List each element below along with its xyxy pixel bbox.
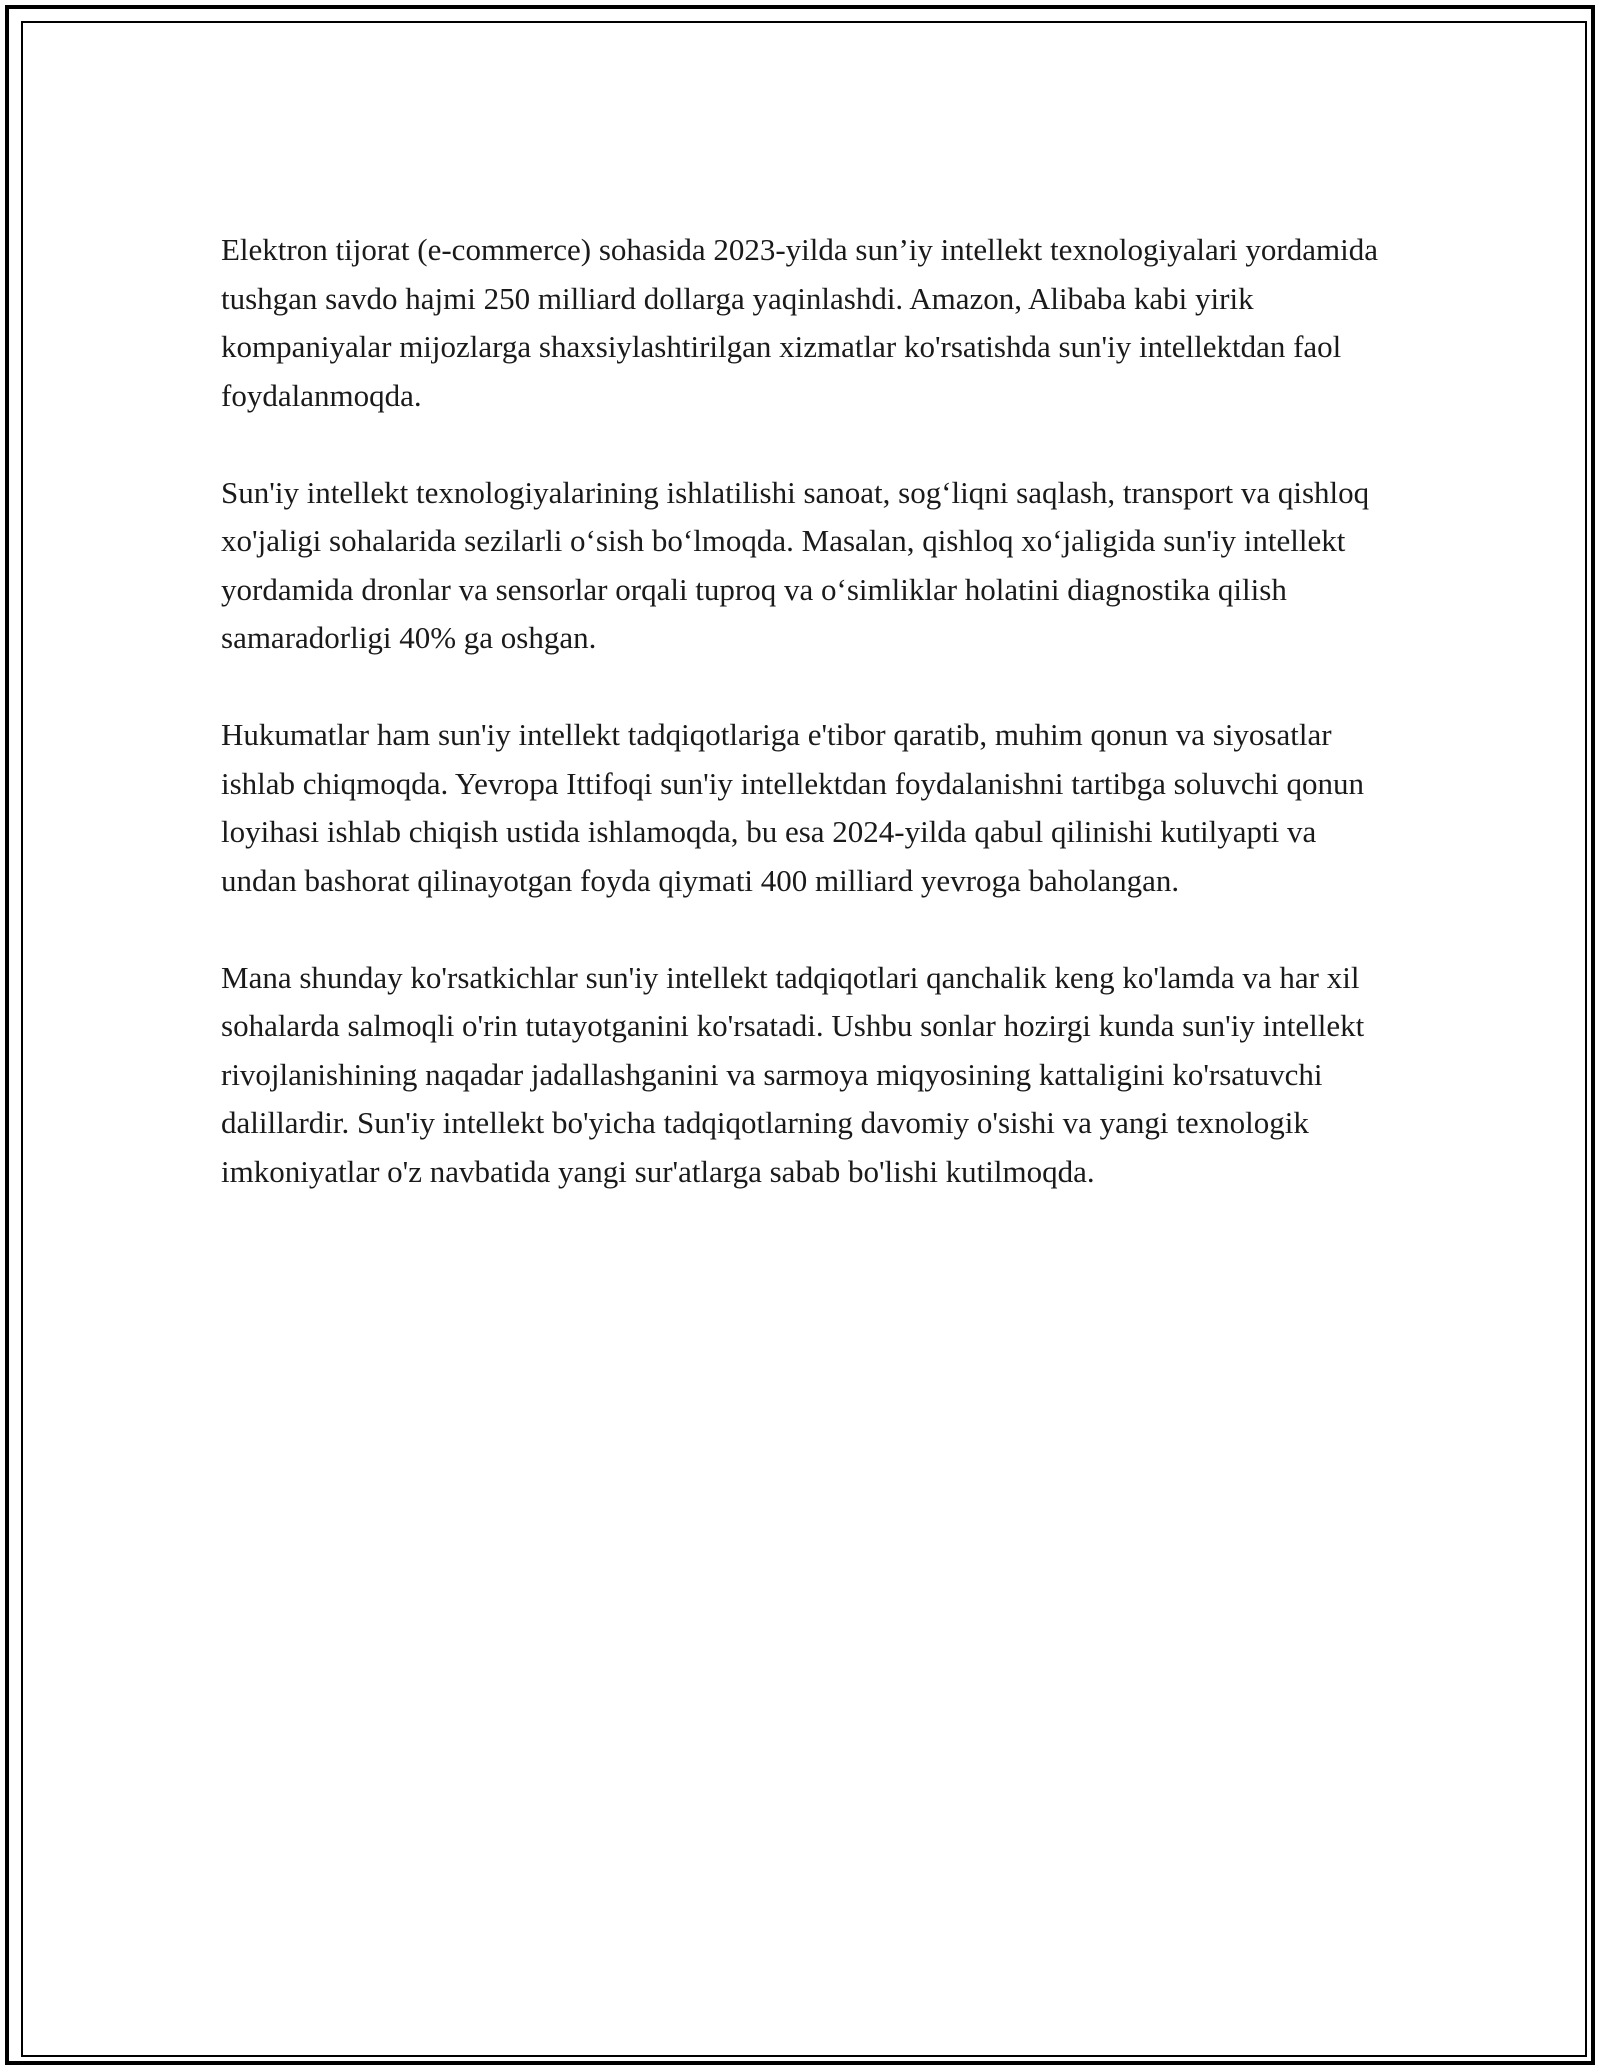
paragraph-government-policy: Hukumatlar ham sun'iy intellekt tadqiqotlariga e'tibor qaratib, muhim qonun va siyosatlar ishlab chiqmoqda. Yevropa Ittifoqi sun'iy intellektdan foydalanishni tartibga soluvchi qonun loyihasi ishlab chiqish ustida ishlamoqda, bu esa 2024-yilda qabul qilinishi kutilyapti va undan bashorat qilinayotgan foyda qiymati 400 milliard yevroga baholangan. [221,717,1364,898]
paragraph-industry-usage: Sun'iy intellekt texnologiyalarining ishlatilishi sanoat, sog‘liqni saqlash, transport va qishloq xo'jaligi sohalarida sezilarli o‘sish bo‘lmoqda. Masalan, qishloq xo‘jaligida sun'iy intellekt yordamida dronlar va sensorlar orqali tuproq va o‘simliklar holatini diagnostika qilish samaradorligi 40% ga oshgan. [221,474,1370,655]
paragraph-ecommerce: Elektron tijorat (e-commerce) sohasida 2023-yilda sun’iy intellekt texnologiyalari yordamida tushgan savdo hajmi 250 milliard dollarga yaqinlashdi. Amazon, Alibaba kabi yirik kompaniyalar mijozlarga shaxsiylashtirilgan xizmatlar ko'rsatishda sun'iy intellektdan faol foydalanmoqda. [221,232,1378,413]
document-body [221,226,1381,1245]
paragraph-conclusion: Mana shunday ko'rsatkichlar sun'iy intellekt tadqiqotlari qanchalik keng ko'lamda va har xil sohalarda salmoqli o'rin tutayotganini ko'rsatadi. Ushbu sonlar hozirgi kunda sun'iy intellekt rivojlanishining naqadar jadallashganini va sarmoya miqyosining kattaligini ko'rsatuvchi dalillardir. Sun'iy intellekt bo'yicha tadqiqotlarning davomiy o'sishi va yangi texnologik imkoniyatlar o'z navbatida yangi sur'atlarga sabab bo'lishi kutilmoqda. [221,959,1365,1189]
